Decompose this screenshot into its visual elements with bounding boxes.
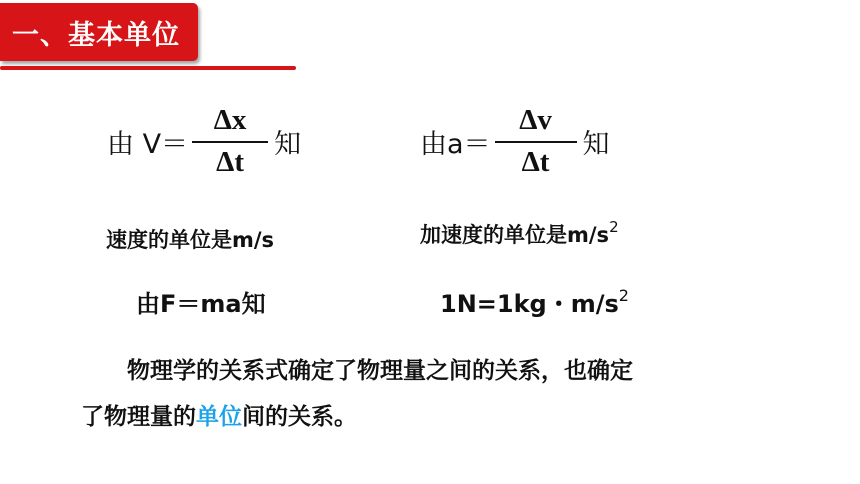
paragraph-line-2-end: 间的关系。 xyxy=(242,404,357,430)
velocity-numerator: Δx xyxy=(213,104,247,136)
velocity-fraction xyxy=(192,105,268,177)
fraction-bar xyxy=(192,141,268,143)
velocity-denominator: Δt xyxy=(216,146,244,178)
velocity-formula xyxy=(107,105,301,177)
paragraph-line-2 xyxy=(81,404,357,430)
fraction-bar xyxy=(495,141,577,143)
title-underline xyxy=(0,66,296,70)
highlighted-term: 单位 xyxy=(196,404,242,430)
newton-definition-base: 1N=1kg・m/s xyxy=(440,290,619,318)
acceleration-fraction xyxy=(495,105,577,177)
newton-definition xyxy=(440,284,629,319)
acceleration-unit-base: 加速度的单位是m/s xyxy=(420,223,610,247)
paragraph-line-2-start: 了物理量的 xyxy=(81,404,196,430)
acceleration-formula xyxy=(420,105,610,177)
acceleration-formula-prefix: 由a＝ xyxy=(420,128,491,160)
velocity-formula-prefix: 由 V＝ xyxy=(107,128,189,160)
explanation-paragraph xyxy=(81,348,781,440)
acceleration-unit-text xyxy=(420,219,619,249)
section-title-banner xyxy=(0,3,198,61)
force-formula: 由F＝ma知 xyxy=(136,290,266,318)
section-title: 一、基本单位 xyxy=(12,19,180,51)
paragraph-line-1: 物理学的关系式确定了物理量之间的关系，也确定 xyxy=(127,358,633,384)
newton-definition-exponent: 2 xyxy=(618,286,629,305)
acceleration-denominator: Δt xyxy=(521,146,550,178)
velocity-formula-suffix: 知 xyxy=(274,128,302,160)
acceleration-formula-suffix: 知 xyxy=(582,128,610,160)
velocity-unit-text: 速度的单位是m/s xyxy=(106,228,275,252)
acceleration-numerator: Δv xyxy=(519,104,552,136)
acceleration-unit-exponent: 2 xyxy=(609,218,619,236)
